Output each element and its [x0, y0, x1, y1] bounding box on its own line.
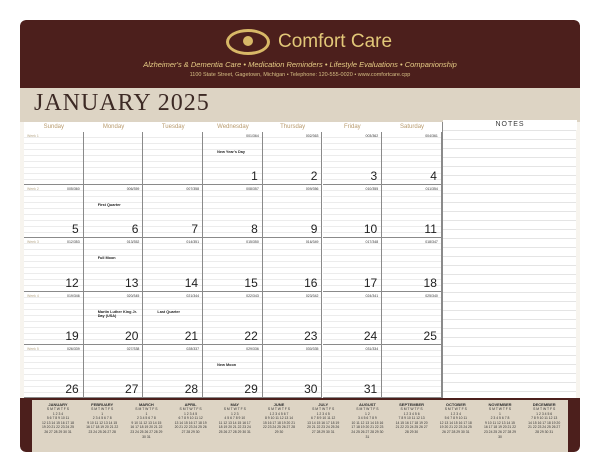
- mini-week-row: 7 8 9 10 11 12 13: [531, 416, 558, 421]
- mini-week-row: 8 9 10 11 12 13 14: [264, 416, 294, 421]
- mini-month-name: AUGUST: [358, 402, 376, 407]
- mini-month-name: JULY: [318, 402, 329, 407]
- day-of-year: 020/345: [126, 293, 140, 298]
- mini-week-row: 26 27 28 29 30 31: [442, 429, 470, 434]
- mini-week-row: 5 6 7 8 9 10 11: [444, 416, 467, 421]
- mini-week-row: 13 14 15 16 17 18 19: [307, 420, 340, 425]
- day-number: 26: [65, 381, 79, 396]
- day-number: 5: [72, 222, 79, 237]
- mini-week-row: 14 15 16 17 18 19 20: [528, 420, 561, 425]
- day-number: 30: [304, 381, 318, 396]
- mini-month-name: MARCH: [138, 402, 154, 407]
- mini-week-row: 1 2 3 4 5 6: [403, 411, 420, 416]
- day-number: 3: [370, 169, 378, 184]
- mini-week-row: 24 25 26 27 28 29 30: [351, 429, 384, 434]
- mini-calendar-february: [80, 402, 124, 435]
- day-cell: [323, 292, 383, 345]
- day-cell: [143, 238, 203, 291]
- day-cell: [143, 185, 203, 238]
- day-number: 19: [65, 328, 79, 343]
- mini-calendar-january: [36, 402, 80, 435]
- mini-week-row: 12 13 14 15 16 17 18: [41, 420, 75, 425]
- mini-week-row: 16 17 18 19 20 21 22: [86, 425, 119, 430]
- day-number: 11: [424, 222, 437, 237]
- mini-week-row: S M T W T F S: [223, 407, 246, 411]
- day-cell: [24, 132, 84, 185]
- day-number: 10: [363, 222, 378, 237]
- day-cell: [84, 238, 144, 291]
- mini-month-name: FEBRUARY: [91, 402, 114, 407]
- logo-text: Comfort Care: [278, 31, 393, 52]
- day-of-year: 012/353: [67, 240, 80, 245]
- day-number: 22: [244, 328, 258, 343]
- day-cell: [382, 345, 442, 398]
- mini-week-row: S M T W T F S: [46, 407, 70, 411]
- day-of-year: 031/334: [365, 346, 379, 351]
- day-header-friday: Friday: [344, 124, 361, 130]
- mini-week-row: 20 21 22 23 24 25 26: [307, 425, 340, 430]
- day-cell: [84, 292, 144, 345]
- mini-week-row: 1 2 3: [231, 411, 239, 416]
- mini-calendar-december: [522, 402, 566, 435]
- day-cell: [323, 132, 383, 185]
- mini-week-row: S M T W T F S: [400, 407, 423, 411]
- mini-week-row: 17 18 19 20 21 22 23: [351, 425, 384, 430]
- day-of-year: 015/350: [246, 240, 259, 245]
- mini-week-row: 15 16 17 18 19 20 21: [262, 420, 296, 425]
- mini-week-row: 27 28 29 30: [181, 429, 200, 434]
- day-of-year: 019/346: [67, 293, 80, 298]
- day-cell: [24, 185, 84, 238]
- mini-week-row: 21 22 23 24 25 26 27: [528, 425, 561, 430]
- mini-week-row: 4 5 6 7 8 9 10: [224, 416, 246, 421]
- day-cell: [143, 345, 203, 398]
- day-of-year: 001/364: [246, 134, 259, 138]
- notes-label: NOTES: [443, 120, 577, 130]
- mini-month-name: JUNE: [273, 402, 285, 407]
- day-number: 24: [363, 328, 378, 343]
- day-of-year: 030/335: [305, 346, 319, 351]
- mini-week-row: 16 17 18 19 20 21 22: [130, 425, 163, 430]
- day-of-year: 016/349: [305, 240, 319, 245]
- mini-week-row: 20 21 22 23 24 25 26: [174, 425, 207, 430]
- mini-week-row: 30: [498, 434, 502, 439]
- day-number: 7: [191, 222, 199, 237]
- day-of-year: 007/358: [186, 187, 200, 192]
- mini-month-name: SEPTEMBER: [399, 402, 425, 407]
- tagline: Alzheimer's & Dementia Care • Medication Reminders • Lifestyle Evaluations • Companionship: [143, 60, 457, 69]
- week-label: Week 2: [27, 187, 39, 192]
- mini-week-row: 12 13 14 15 16 17 18: [439, 420, 472, 425]
- mini-week-row: 27 28 29 30 31: [311, 429, 335, 434]
- mini-month-name: APRIL: [184, 402, 197, 407]
- day-number: 12: [65, 275, 79, 290]
- mini-week-row: 2 3 4 5 6 7 8: [92, 416, 112, 421]
- day-cell: [203, 238, 263, 291]
- day-cell: [323, 238, 383, 291]
- mini-week-row: 29 30: [274, 429, 284, 434]
- mini-month-name: OCTOBER: [445, 402, 466, 407]
- day-number: 1: [251, 169, 258, 184]
- mini-week-row: 28 29 30 31: [535, 429, 554, 434]
- desk-pad-calendar: [20, 20, 580, 452]
- day-of-year: 017/348: [365, 240, 379, 245]
- day-of-year: 023/342: [305, 293, 319, 298]
- day-number: 8: [251, 222, 258, 237]
- mini-month-name: NOVEMBER: [488, 402, 512, 407]
- day-number: 17: [363, 275, 378, 290]
- mini-week-row: S M T W T F S: [444, 407, 467, 411]
- mini-week-row: 23 24 25 26 27 28: [88, 429, 116, 434]
- mini-week-row: S M T W T F S: [533, 407, 556, 411]
- mini-week-row: 2 3 4 5 6 7 8: [136, 416, 156, 421]
- day-of-year: 024/341: [365, 293, 379, 298]
- mini-week-row: 23 24 25 26 27 28 29: [130, 429, 163, 434]
- week-label: Week 5: [27, 346, 39, 351]
- day-of-year: 027/338: [126, 346, 140, 351]
- day-of-year: 028/337: [186, 346, 200, 351]
- header-banner: [20, 20, 580, 88]
- mini-week-row: 1: [101, 411, 104, 416]
- day-number: 14: [184, 275, 199, 290]
- day-of-year: 014/351: [186, 240, 200, 245]
- mini-week-row: S M T W T F S: [179, 407, 202, 411]
- day-number: 27: [125, 381, 139, 396]
- day-header-thursday: Thursday: [280, 124, 306, 130]
- mini-week-row: 1: [145, 411, 148, 416]
- day-of-year: 006/359: [126, 187, 140, 192]
- day-number: 16: [304, 275, 318, 290]
- mini-week-row: S M T W T F S: [267, 407, 291, 411]
- mini-week-row: 1 2 3 4 5 6 7: [269, 411, 289, 416]
- day-header-sunday: Sunday: [43, 124, 65, 130]
- day-number: 6: [131, 222, 139, 237]
- mini-week-row: 25 26 27 28 29 30 31: [218, 429, 251, 434]
- mini-week-row: 6 7 8 9 10 11 12: [311, 416, 336, 421]
- mini-week-row: 6 7 8 9 10 11 12: [178, 416, 203, 421]
- mini-week-row: 1 2 3 4: [52, 411, 64, 416]
- day-of-year: 003/362: [365, 134, 379, 138]
- day-number: 2: [310, 169, 318, 184]
- day-cell: [382, 185, 442, 238]
- week-label: Week 4: [27, 293, 39, 298]
- mini-week-row: 1 2: [365, 411, 370, 416]
- mini-week-row: 14 15 16 17 18 19 20: [395, 420, 428, 425]
- day-number: 13: [125, 275, 139, 290]
- mini-week-row: 5 6 7 8 9 10 11: [46, 416, 70, 421]
- mini-week-row: 16 17 18 19 20 21 22: [483, 425, 517, 430]
- mini-week-row: 11 12 13 14 15 16 17: [218, 420, 251, 425]
- mini-week-row: 1 2 3 4 5: [183, 411, 198, 416]
- mini-week-row: 26 27 28 29 30 31: [44, 429, 72, 434]
- cell-note: First Quarter: [97, 203, 121, 208]
- mini-week-row: S M T W T F S: [488, 407, 512, 411]
- week-label: Week 1: [27, 134, 39, 138]
- mini-week-row: 9 10 11 12 13 14 15: [87, 420, 118, 425]
- mini-calendar-september: [390, 402, 434, 435]
- day-of-year: 009/356: [305, 187, 319, 192]
- week-label: Week 3: [27, 240, 39, 245]
- mini-week-row: 2 3 4 5 6 7 8: [490, 416, 510, 421]
- day-of-year: 026/339: [67, 346, 80, 351]
- mini-week-row: S M T W T F S: [356, 407, 379, 411]
- day-number: 4: [430, 169, 437, 184]
- day-cell: [323, 185, 383, 238]
- day-of-year: 025/340: [425, 293, 438, 298]
- cell-note: New Year's Day: [217, 150, 245, 154]
- day-of-year: 013/352: [126, 240, 140, 245]
- mini-week-row: 30 31: [142, 434, 151, 439]
- mini-week-row: S M T W T F S: [91, 407, 114, 411]
- day-number: 18: [423, 275, 437, 290]
- cell-note: Full Moon: [97, 256, 116, 261]
- mini-week-row: 18 19 20 21 22 23 24: [218, 425, 251, 430]
- mini-week-row: 19 20 21 22 23 24 25: [439, 425, 472, 430]
- day-cell: [263, 292, 323, 345]
- day-number: 25: [423, 328, 437, 343]
- day-cell: [263, 345, 323, 398]
- day-cell: [203, 292, 263, 345]
- logo: [226, 28, 392, 56]
- day-cell: [263, 185, 323, 238]
- day-of-year: 002/363: [305, 134, 319, 138]
- mini-week-row: 3 4 5 6 7 8 9: [357, 416, 377, 421]
- day-cell: [143, 292, 203, 345]
- day-cell: [382, 238, 442, 291]
- mini-week-row: 31: [365, 434, 370, 439]
- mini-week-row: 28 29 30: [404, 429, 419, 434]
- day-cell: [263, 132, 323, 185]
- mini-calendar-june: [257, 402, 301, 435]
- day-cell: [84, 132, 144, 185]
- day-of-year: 004/361: [425, 134, 438, 138]
- day-of-year: 022/343: [246, 293, 259, 298]
- mini-month-name: MAY: [230, 402, 240, 407]
- mini-week-row: 13 14 15 16 17 18 19: [174, 420, 207, 425]
- mini-week-row: 1 2 3 4 5: [316, 411, 330, 416]
- day-of-year: 029/336: [246, 346, 259, 351]
- notes-panel: [442, 122, 576, 398]
- month-title: JANUARY 2025: [34, 90, 210, 116]
- day-number: 20: [125, 328, 139, 343]
- day-of-year: 010/355: [365, 187, 379, 192]
- day-number: 31: [363, 381, 378, 396]
- day-number: 15: [244, 275, 258, 290]
- mini-calendar-october: [434, 402, 478, 435]
- day-header-monday: Monday: [102, 124, 125, 130]
- mini-week-row: S M T W T F S: [135, 407, 158, 411]
- day-number: 23: [304, 328, 318, 343]
- day-cell: [263, 238, 323, 291]
- logo-icon: [226, 29, 270, 55]
- day-cell: [382, 132, 442, 185]
- mini-week-row: 1 2 3 4 5 6: [536, 411, 553, 416]
- mini-week-row: 21 22 23 24 25 26 27: [395, 425, 428, 430]
- mini-calendar-july: [301, 402, 345, 435]
- day-cell: [143, 132, 203, 185]
- day-number: 29: [244, 381, 258, 396]
- mini-calendar-may: [213, 402, 257, 435]
- day-header-tuesday: Tuesday: [161, 124, 185, 130]
- mini-week-row: 1: [499, 411, 501, 416]
- mini-calendar-april: [169, 402, 213, 435]
- mini-week-row: 22 23 24 25 26 27 28: [262, 425, 296, 430]
- month-bar: [20, 88, 580, 122]
- day-cell: [84, 185, 144, 238]
- day-cell: [84, 345, 144, 398]
- mini-month-name: DECEMBER: [532, 402, 556, 407]
- address-line: 1100 State Street, Gagetown, Michigan • Telephone: 120-555-0020 • www.comfortcare.cpp: [189, 72, 411, 78]
- mini-calendar-august: [345, 402, 389, 439]
- day-cell: [203, 132, 263, 185]
- day-cell: [24, 345, 84, 398]
- mini-week-row: 1 2 3 4: [450, 411, 461, 416]
- mini-week-row: 9 10 11 12 13 14 15: [131, 420, 162, 425]
- day-number: 28: [184, 381, 199, 396]
- day-of-year: 011/354: [425, 187, 438, 192]
- yearly-mini-calendars: [32, 400, 568, 452]
- day-cell: [24, 292, 84, 345]
- mini-week-row: S M T W T F S: [312, 407, 335, 411]
- mini-month-name: JANUARY: [48, 402, 68, 407]
- month-grid: [24, 122, 442, 398]
- mini-week-row: 7 8 9 10 11 12 13: [398, 416, 425, 421]
- cell-note: Last Quarter: [157, 309, 180, 314]
- day-of-year: 005/360: [67, 187, 80, 192]
- mini-calendar-march: [124, 402, 168, 439]
- day-cell: [203, 185, 263, 238]
- mini-calendar-november: [478, 402, 522, 439]
- cell-note: New Moon: [217, 362, 237, 367]
- mini-week-row: 23 24 25 26 27 28 29: [483, 429, 517, 434]
- day-cell: [24, 238, 84, 291]
- day-of-year: 021/344: [186, 293, 200, 298]
- day-cell: [382, 292, 442, 345]
- day-header-wednesday: Wednesday: [217, 124, 249, 130]
- day-number: 21: [184, 328, 199, 343]
- day-cell: [203, 345, 263, 398]
- day-cell: [323, 345, 383, 398]
- day-number: 9: [310, 222, 318, 237]
- day-of-year: 018/347: [425, 240, 438, 245]
- mini-week-row: 10 11 12 13 14 15 16: [351, 420, 384, 425]
- day-header-saturday: Saturday: [400, 124, 425, 130]
- mini-week-row: 9 10 11 12 13 14 15: [485, 420, 515, 425]
- mini-week-row: 19 20 21 22 23 24 25: [41, 425, 75, 430]
- cell-note: Martin Luther King Jr. Day (USA): [97, 309, 137, 318]
- day-of-year: 008/357: [246, 187, 259, 192]
